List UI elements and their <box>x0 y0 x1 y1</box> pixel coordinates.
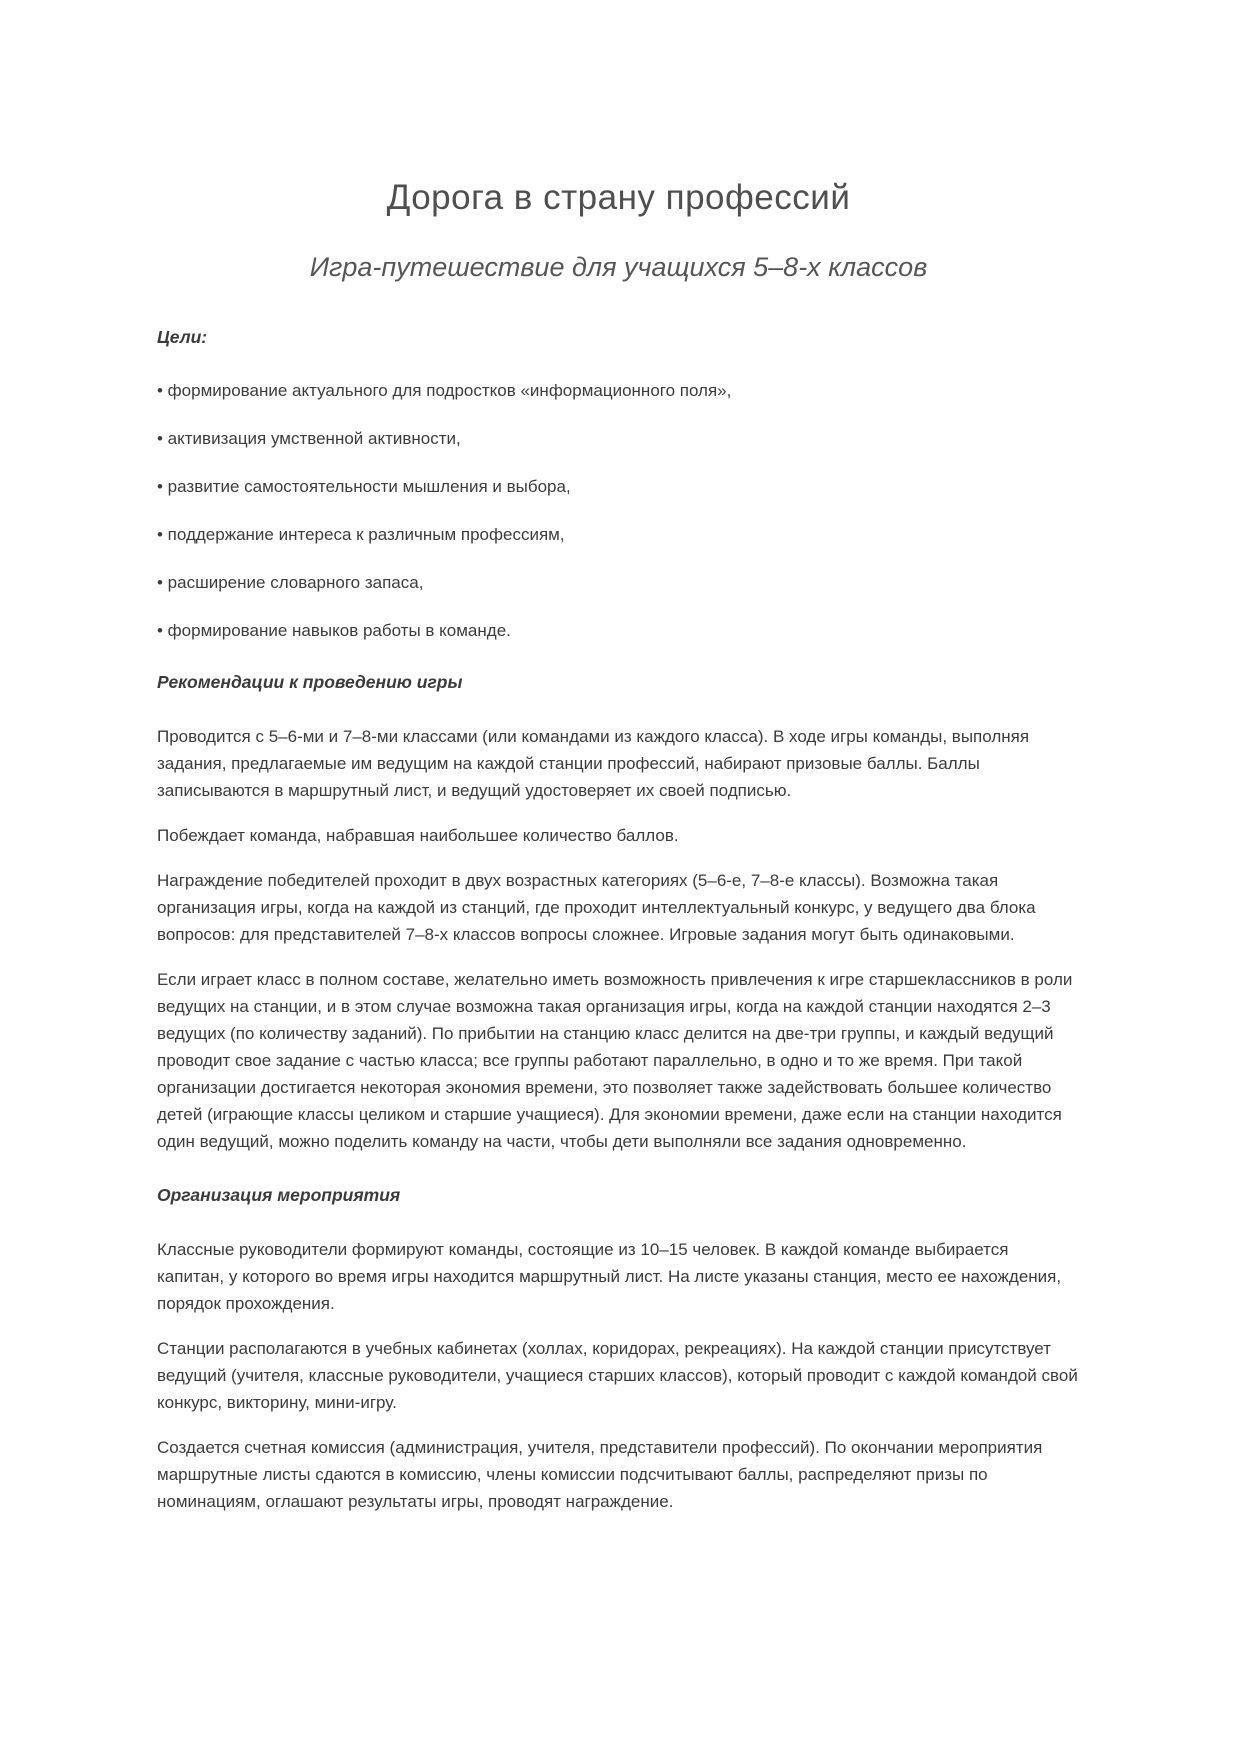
section-goals <box>157 327 1080 644</box>
goal-item: • формирование актуального для подростков «информационного поля», <box>157 381 732 400</box>
organization-paragraph: Классные руководители формируют команды, состоящие из 10–15 человек. В каждой команде выбирается капитан, у которого во время игры находится маршрутный лист. На листе указаны станция, место ее нахождения, порядок прохождения. <box>157 1240 1062 1313</box>
goal-item: • активизация умственной активности, <box>157 429 461 448</box>
goal-item: • расширение словарного запаса, <box>157 573 424 592</box>
goal-item: • поддержание интереса к различным профессиям, <box>157 525 565 544</box>
recommendations-paragraph: Проводится с 5–6-ми и 7–8-ми классами (или командами из каждого класса). В ходе игры команды, выполняя задания, предлагаемые им ведущим на каждой станции профессий, набирают призовые баллы. Баллы записываются в маршрутный лист, и ведущий удостоверяет их своей подписью. <box>157 727 1030 800</box>
recommendations-paragraph: Побеждает команда, набравшая наибольшее количество баллов. <box>157 826 679 845</box>
goals-heading: Цели: <box>157 327 208 347</box>
page-title: Дорога в страну профессий <box>386 178 851 217</box>
organization-paragraph: Создается счетная комиссия (администрация, учителя, представители профессий). По окончании мероприятия маршрутные листы сдаются в комиссию, члены комиссии подсчитывают баллы, распределяют призы по номинациям, оглашают результаты игры, проводят награждение. <box>157 1438 1043 1511</box>
organization-heading: Организация мероприятия <box>157 1185 401 1205</box>
section-recommendations <box>157 672 1080 1155</box>
recommendations-paragraph: Если играет класс в полном составе, желательно иметь возможность привлечения к игре старшеклассников в роли ведущих на станции, и в этом случае возможна такая организация игры, когда на каждой станции находятся 2–3 ведущих (по количеству заданий). По прибытии на станцию класс делится на две-три группы, и каждый ведущий проводит свое задание с частью класса; все группы работают параллельно, в одно и то же время. При такой организации достигается некоторая экономия времени, это позволяет также задействовать большее количество детей (играющие классы целиком и старшие учащиеся). Для экономии времени, даже если на станции находится один ведущий, можно поделить команду на части, чтобы дети выполняли все задания одновременно. <box>157 970 1073 1151</box>
section-organization <box>157 1185 1080 1515</box>
goal-item: • формирование навыков работы в команде. <box>157 621 511 640</box>
goal-item: • развитие самостоятельности мышления и выбора, <box>157 477 571 496</box>
recommendations-heading: Рекомендации к проведению игры <box>157 672 463 692</box>
section-divider <box>157 1173 1080 1185</box>
page-subtitle: Игра-путешествие для учащихся 5–8-х классов <box>309 252 928 282</box>
recommendations-paragraph: Награждение победителей проходит в двух возрастных категориях (5–6-е, 7–8-е классы). Возможна такая организация игры, когда на каждой из станций, где проходит интеллектуальный конкурс, у ведущего два блока вопросов: для представителей 7–8-х классов вопросы сложнее. Игровые задания могут быть одинаковыми. <box>157 871 1036 944</box>
organization-paragraph: Станции располагаются в учебных кабинетах (холлах, коридорах, рекреациях). На каждой станции присутствует ведущий (учителя, классные руководители, учащиеся старших классов), который проводит с каждой командой свой конкурс, викторину, мини-игру. <box>157 1339 1078 1412</box>
